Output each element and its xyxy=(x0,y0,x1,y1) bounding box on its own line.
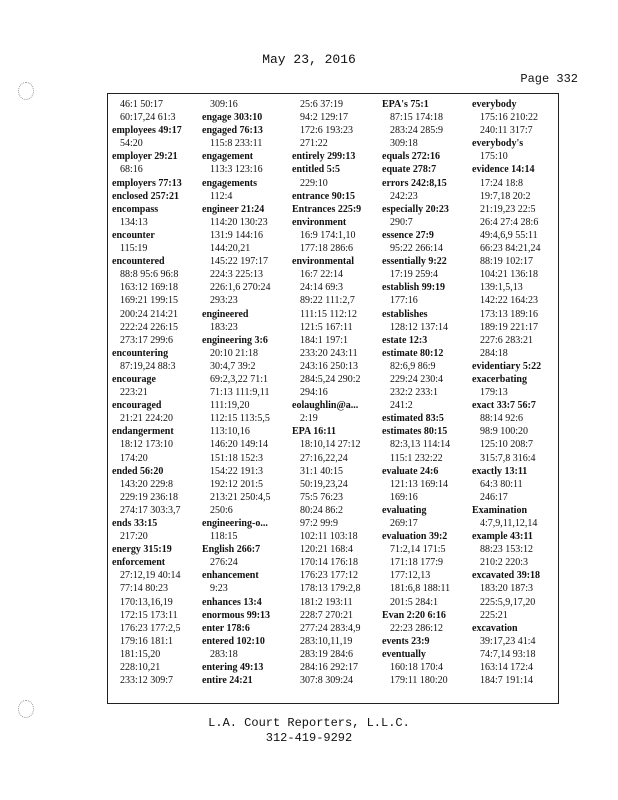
index-headword: endangerment xyxy=(112,426,174,438)
index-headword: especially 20:23 xyxy=(382,203,449,215)
index-reference: 163:12 169:18 xyxy=(120,282,179,294)
index-reference: 20:10 21:18 xyxy=(210,347,259,359)
index-headword: events 23:9 xyxy=(382,635,430,647)
index-reference: 179:13 xyxy=(480,387,508,399)
index-headword: exactly 13:11 xyxy=(472,465,528,477)
index-reference: 80:24 86:2 xyxy=(300,504,344,516)
index-reference: 64:3 80:11 xyxy=(480,478,523,490)
index-headword: entire 24:21 xyxy=(202,675,253,687)
index-reference: 284:16 292:17 xyxy=(300,662,359,674)
index-column-4 xyxy=(382,98,472,687)
index-headword: estimates 80:15 xyxy=(382,426,448,438)
index-reference: 111:19,20 xyxy=(210,400,250,412)
index-reference: 225:5,9,17,20 xyxy=(480,596,536,608)
index-headword: everybody's xyxy=(472,138,524,150)
index-reference: 273:17 299:6 xyxy=(120,334,174,346)
index-reference: 121:5 167:11 xyxy=(300,321,353,333)
punch-hole-top xyxy=(18,82,34,100)
index-headword: environment xyxy=(292,216,347,228)
index-reference: 179:16 181:1 xyxy=(120,635,174,647)
index-headword: eventually xyxy=(382,648,426,660)
index-reference: 233:12 309:7 xyxy=(120,675,174,687)
index-reference: 229:10 xyxy=(300,177,328,189)
index-headword: entering 49:13 xyxy=(202,662,264,674)
index-reference: 173:13 189:16 xyxy=(480,308,539,320)
index-reference: 2:19 xyxy=(300,413,318,425)
index-reference: 232:2 233:1 xyxy=(390,387,439,399)
index-reference: 75:5 76:23 xyxy=(300,491,344,503)
index-reference: 210:2 220:3 xyxy=(480,557,529,569)
index-headword: estate 12:3 xyxy=(382,334,428,346)
index-reference: 21:21 224:20 xyxy=(120,413,174,425)
index-headword: exacerbating xyxy=(472,373,527,385)
index-reference: 4:7,9,11,12,14 xyxy=(480,518,538,529)
index-headword: encounter xyxy=(112,229,155,241)
word-index-table xyxy=(107,93,559,704)
index-reference: 151:18 152:3 xyxy=(210,452,264,464)
footer-company: L.A. Court Reporters, L.L.C. xyxy=(208,716,410,730)
index-reference: 98:9 100:20 xyxy=(480,426,529,438)
index-reference: 26:4 27:4 28:6 xyxy=(480,216,539,228)
index-headword: exact 33:7 56:7 xyxy=(472,400,536,412)
index-headword: excavated 39:18 xyxy=(472,570,541,582)
index-reference: 184:1 197:1 xyxy=(300,334,349,346)
index-reference: 71:13 111:9,11 xyxy=(210,387,270,399)
index-headword: example 43:11 xyxy=(472,531,533,543)
index-reference: 30:4,7 39:2 xyxy=(210,360,256,372)
index-headword: entered 102:10 xyxy=(202,635,265,647)
index-reference: 240:11 317:7 xyxy=(480,125,533,137)
index-headword: ends 33:15 xyxy=(112,518,158,529)
index-reference: 77:14 80:23 xyxy=(120,583,169,595)
index-reference: 284:5,24 290:2 xyxy=(300,373,361,385)
index-reference: 16:9 174:1,10 xyxy=(300,229,356,241)
index-headword: entrance 90:15 xyxy=(292,190,356,202)
index-headword: entitled 5:5 xyxy=(292,164,341,176)
index-reference: 69:2,3,22 71:1 xyxy=(210,373,269,385)
index-reference: 181:2 193:11 xyxy=(300,596,353,608)
index-reference: 118:15 xyxy=(210,531,238,543)
index-reference: 24:14 69:3 xyxy=(300,282,344,294)
index-reference: 143:20 229:8 xyxy=(120,478,174,490)
index-reference: 102:11 103:18 xyxy=(300,531,358,543)
header-date: May 23, 2016 xyxy=(262,52,356,67)
index-reference: 39:17,23 41:4 xyxy=(480,635,536,647)
index-reference: 97:2 99:9 xyxy=(300,518,339,529)
index-reference: 246:17 xyxy=(480,491,508,503)
index-reference: 294:16 xyxy=(300,387,328,399)
index-reference: 283:19 284:6 xyxy=(300,648,354,660)
index-reference: 88:23 153:12 xyxy=(480,544,534,556)
index-reference: 74:7,14 93:18 xyxy=(480,648,536,660)
index-headword: enormous 99:13 xyxy=(202,609,271,621)
index-reference: 192:12 201:5 xyxy=(210,478,264,490)
index-reference: 87:19,24 88:3 xyxy=(120,360,176,372)
index-reference: 225:21 xyxy=(480,609,508,621)
index-reference: 229:24 230:4 xyxy=(390,373,444,385)
index-reference: 269:17 xyxy=(390,518,418,529)
index-reference: 293:23 xyxy=(210,295,238,307)
index-headword: estimate 80:12 xyxy=(382,347,444,359)
index-column-1 xyxy=(112,98,202,687)
index-headword: enhancement xyxy=(202,570,259,582)
index-headword: enhances 13:4 xyxy=(202,596,262,608)
index-headword: encountering xyxy=(112,347,169,359)
index-headword: encouraged xyxy=(112,400,162,412)
index-column-5 xyxy=(472,98,562,687)
index-reference: 144:20,21 xyxy=(210,243,251,255)
index-headword: encourage xyxy=(112,373,156,385)
index-reference: 46:1 50:17 xyxy=(120,99,164,110)
index-reference: 181:15,20 xyxy=(120,648,161,660)
index-reference: 104:21 136:18 xyxy=(480,269,539,281)
index-reference: 175:10 xyxy=(480,151,508,163)
index-reference: 50:19,23,24 xyxy=(300,478,348,490)
index-reference: 22:23 286:12 xyxy=(390,622,444,634)
index-reference: 222:24 226:15 xyxy=(120,321,179,333)
index-reference: 89:22 111:2,7 xyxy=(300,295,355,307)
index-reference: 177:18 286:6 xyxy=(300,243,354,255)
index-reference: 71:2,14 171:5 xyxy=(390,544,446,556)
index-headword: entirely 299:13 xyxy=(292,151,356,163)
index-headword: evidentiary 5:22 xyxy=(472,360,542,372)
index-reference: 172:6 193:23 xyxy=(300,125,354,137)
index-reference: 309:18 xyxy=(390,138,418,150)
index-headword: environmental xyxy=(292,256,355,268)
index-reference: 307:8 309:24 xyxy=(300,675,354,687)
index-headword: engineering 3:6 xyxy=(202,334,268,346)
index-reference: 283:24 285:9 xyxy=(390,125,444,137)
index-reference: 145:22 197:17 xyxy=(210,256,269,268)
index-reference: 27:16,22,24 xyxy=(300,452,348,464)
index-reference: 233:20 243:11 xyxy=(300,347,358,359)
index-reference: 160:18 170:4 xyxy=(390,662,444,674)
index-reference: 250:6 xyxy=(210,504,233,516)
index-reference: 227:6 283:21 xyxy=(480,334,534,346)
index-headword: engage 303:10 xyxy=(202,112,263,124)
index-reference: 271:22 xyxy=(300,138,328,150)
index-headword: engineered xyxy=(202,308,249,320)
index-reference: 183:20 187:3 xyxy=(480,583,534,595)
index-reference: 142:22 164:23 xyxy=(480,295,539,307)
index-reference: 54:20 xyxy=(120,138,143,150)
index-headword: engaged 76:13 xyxy=(202,125,263,137)
index-headword: evidence 14:14 xyxy=(472,164,535,176)
index-reference: 49:4,6,9 55:11 xyxy=(480,229,538,241)
index-reference: 112:4 xyxy=(210,190,233,202)
index-headword: essence 27:9 xyxy=(382,229,434,241)
index-reference: 82:3,13 114:14 xyxy=(390,439,451,451)
index-headword: enter 178:6 xyxy=(202,622,250,634)
index-reference: 217:20 xyxy=(120,531,148,543)
index-reference: 121:13 169:14 xyxy=(390,478,449,490)
index-reference: 201:5 284:1 xyxy=(390,596,439,608)
index-reference: 172:15 173:11 xyxy=(120,609,178,621)
index-reference: 18:12 173:10 xyxy=(120,439,174,451)
index-reference: 181:6,8 188:11 xyxy=(390,583,451,595)
index-headword: engineering-o... xyxy=(202,518,268,529)
index-reference: 170:14 176:18 xyxy=(300,557,359,569)
index-reference: 128:12 137:14 xyxy=(390,321,449,333)
index-reference: 87:15 174:18 xyxy=(390,112,444,124)
index-reference: 242:23 xyxy=(390,190,418,202)
index-headword: EPA's 75:1 xyxy=(382,99,429,110)
index-reference: 16:7 22:14 xyxy=(300,269,344,281)
index-reference: 176:23 177:2,5 xyxy=(120,622,181,634)
index-reference: 224:3 225:13 xyxy=(210,269,264,281)
index-reference: 283:10,11,19 xyxy=(300,635,353,647)
index-reference: 17:24 18:8 xyxy=(480,177,524,189)
index-headword: establish 99:19 xyxy=(382,282,446,294)
index-headword: establishes xyxy=(382,308,428,320)
index-reference: 213:21 250:4,5 xyxy=(210,491,271,503)
index-reference: 21:19,23 22:5 xyxy=(480,203,536,215)
index-reference: 276:24 xyxy=(210,557,238,569)
index-headword: engineer 21:24 xyxy=(202,203,265,215)
index-reference: 183:23 xyxy=(210,321,238,333)
index-reference: 88:14 92:6 xyxy=(480,413,524,425)
index-headword: enclosed 257:21 xyxy=(112,190,179,202)
index-reference: 115:19 xyxy=(120,243,148,255)
index-headword: evaluating xyxy=(382,504,427,516)
index-headword: Examination xyxy=(472,504,528,516)
index-headword: employer 29:21 xyxy=(112,151,178,163)
index-reference: 228:7 270:21 xyxy=(300,609,354,621)
index-reference: 178:13 179:2,8 xyxy=(300,583,361,595)
index-reference: 139:1,5,13 xyxy=(480,282,523,294)
index-reference: 17:19 259:4 xyxy=(390,269,439,281)
index-reference: 115:1 232:22 xyxy=(390,452,443,464)
index-reference: 184:7 191:14 xyxy=(480,675,534,687)
index-reference: 68:16 xyxy=(120,164,143,176)
index-reference: 169:21 199:15 xyxy=(120,295,179,307)
index-headword: excavation xyxy=(472,622,518,634)
index-reference: 175:16 210:22 xyxy=(480,112,539,124)
index-reference: 177:16 xyxy=(390,295,418,307)
index-headword: evaluate 24:6 xyxy=(382,465,439,477)
index-reference: 170:13,16,19 xyxy=(120,596,173,608)
index-headword: eolaughlin@a... xyxy=(292,400,359,412)
index-headword: enforcement xyxy=(112,557,166,569)
index-reference: 177:12,13 xyxy=(390,570,431,582)
index-reference: 18:10,14 27:12 xyxy=(300,439,361,451)
index-reference: 113:10,16 xyxy=(210,426,250,438)
index-reference: 146:20 149:14 xyxy=(210,439,269,451)
index-reference: 290:7 xyxy=(390,216,413,228)
index-headword: encompass xyxy=(112,203,159,215)
index-reference: 228:10,21 xyxy=(120,662,161,674)
index-headword: EPA 16:11 xyxy=(292,426,336,438)
index-column-3 xyxy=(292,98,382,687)
index-reference: 229:19 236:18 xyxy=(120,491,179,503)
index-reference: 284:18 xyxy=(480,347,508,359)
index-headword: errors 242:8,15 xyxy=(382,177,447,189)
index-reference: 31:1 40:15 xyxy=(300,465,344,477)
index-reference: 176:23 177:12 xyxy=(300,570,359,582)
index-headword: evaluation 39:2 xyxy=(382,531,448,543)
index-reference: 223:21 xyxy=(120,387,148,399)
index-reference: 131:9 144:16 xyxy=(210,229,264,241)
index-reference: 114:20 130:23 xyxy=(210,216,268,228)
index-reference: 94:2 129:17 xyxy=(300,112,349,124)
index-reference: 200:24 214:21 xyxy=(120,308,179,320)
index-reference: 134:13 xyxy=(120,216,148,228)
index-headword: engagement xyxy=(202,151,254,163)
index-reference: 274:17 303:3,7 xyxy=(120,504,181,516)
index-column-2 xyxy=(202,98,292,687)
index-headword: energy 315:19 xyxy=(112,544,172,556)
index-reference: 154:22 191:3 xyxy=(210,465,264,477)
index-reference: 179:11 180:20 xyxy=(390,675,448,687)
index-headword: English 266:7 xyxy=(202,544,261,556)
index-headword: estimated 83:5 xyxy=(382,413,444,425)
index-headword: ended 56:20 xyxy=(112,465,164,477)
index-headword: employees 49:17 xyxy=(112,125,182,137)
index-headword: encountered xyxy=(112,256,165,268)
index-reference: 163:14 172:4 xyxy=(480,662,534,674)
index-reference: 82:6,9 86:9 xyxy=(390,360,436,372)
index-reference: 95:22 266:14 xyxy=(390,243,444,255)
index-reference: 9:23 xyxy=(210,583,228,595)
index-headword: Evan 2:20 6:16 xyxy=(382,609,446,621)
footer-phone: 312-419-9292 xyxy=(265,731,353,745)
index-reference: 241:2 xyxy=(390,400,413,412)
index-reference: 25:6 37:19 xyxy=(300,99,344,110)
index-reference: 315:7,8 316:4 xyxy=(480,452,536,464)
index-headword: engagements xyxy=(202,177,257,189)
index-reference: 112:15 113:5,5 xyxy=(210,413,270,425)
index-reference: 66:23 84:21,24 xyxy=(480,243,541,255)
index-reference: 309:16 xyxy=(210,99,238,110)
index-reference: 171:18 177:9 xyxy=(390,557,444,569)
index-reference: 60:17,24 61:3 xyxy=(120,112,176,124)
index-reference: 113:3 123:16 xyxy=(210,164,263,176)
index-reference: 111:15 112:12 xyxy=(300,308,357,320)
index-reference: 88:19 102:17 xyxy=(480,256,534,268)
index-reference: 243:16 250:13 xyxy=(300,360,359,372)
index-reference: 120:21 168:4 xyxy=(300,544,354,556)
index-reference: 125:10 208:7 xyxy=(480,439,534,451)
page-number: Page 332 xyxy=(520,72,578,86)
index-reference: 189:19 221:17 xyxy=(480,321,539,333)
index-headword: everybody xyxy=(472,99,517,110)
index-reference: 169:16 xyxy=(390,491,418,503)
index-reference: 88:8 95:6 96:8 xyxy=(120,269,179,281)
index-reference: 174:20 xyxy=(120,452,148,464)
index-reference: 226:1,6 270:24 xyxy=(210,282,271,294)
index-reference: 115:8 233:11 xyxy=(210,138,263,150)
index-headword: Entrances 225:9 xyxy=(292,203,362,215)
index-headword: equals 272:16 xyxy=(382,151,441,163)
index-headword: equate 278:7 xyxy=(382,164,437,176)
index-reference: 277:24 283:4,9 xyxy=(300,622,361,634)
index-reference: 283:18 xyxy=(210,648,238,660)
index-headword: essentially 9:22 xyxy=(382,256,447,268)
index-reference: 27:12,19 40:14 xyxy=(120,570,181,582)
index-headword: employers 77:13 xyxy=(112,177,182,189)
index-reference: 19:7,18 20:2 xyxy=(480,190,531,202)
